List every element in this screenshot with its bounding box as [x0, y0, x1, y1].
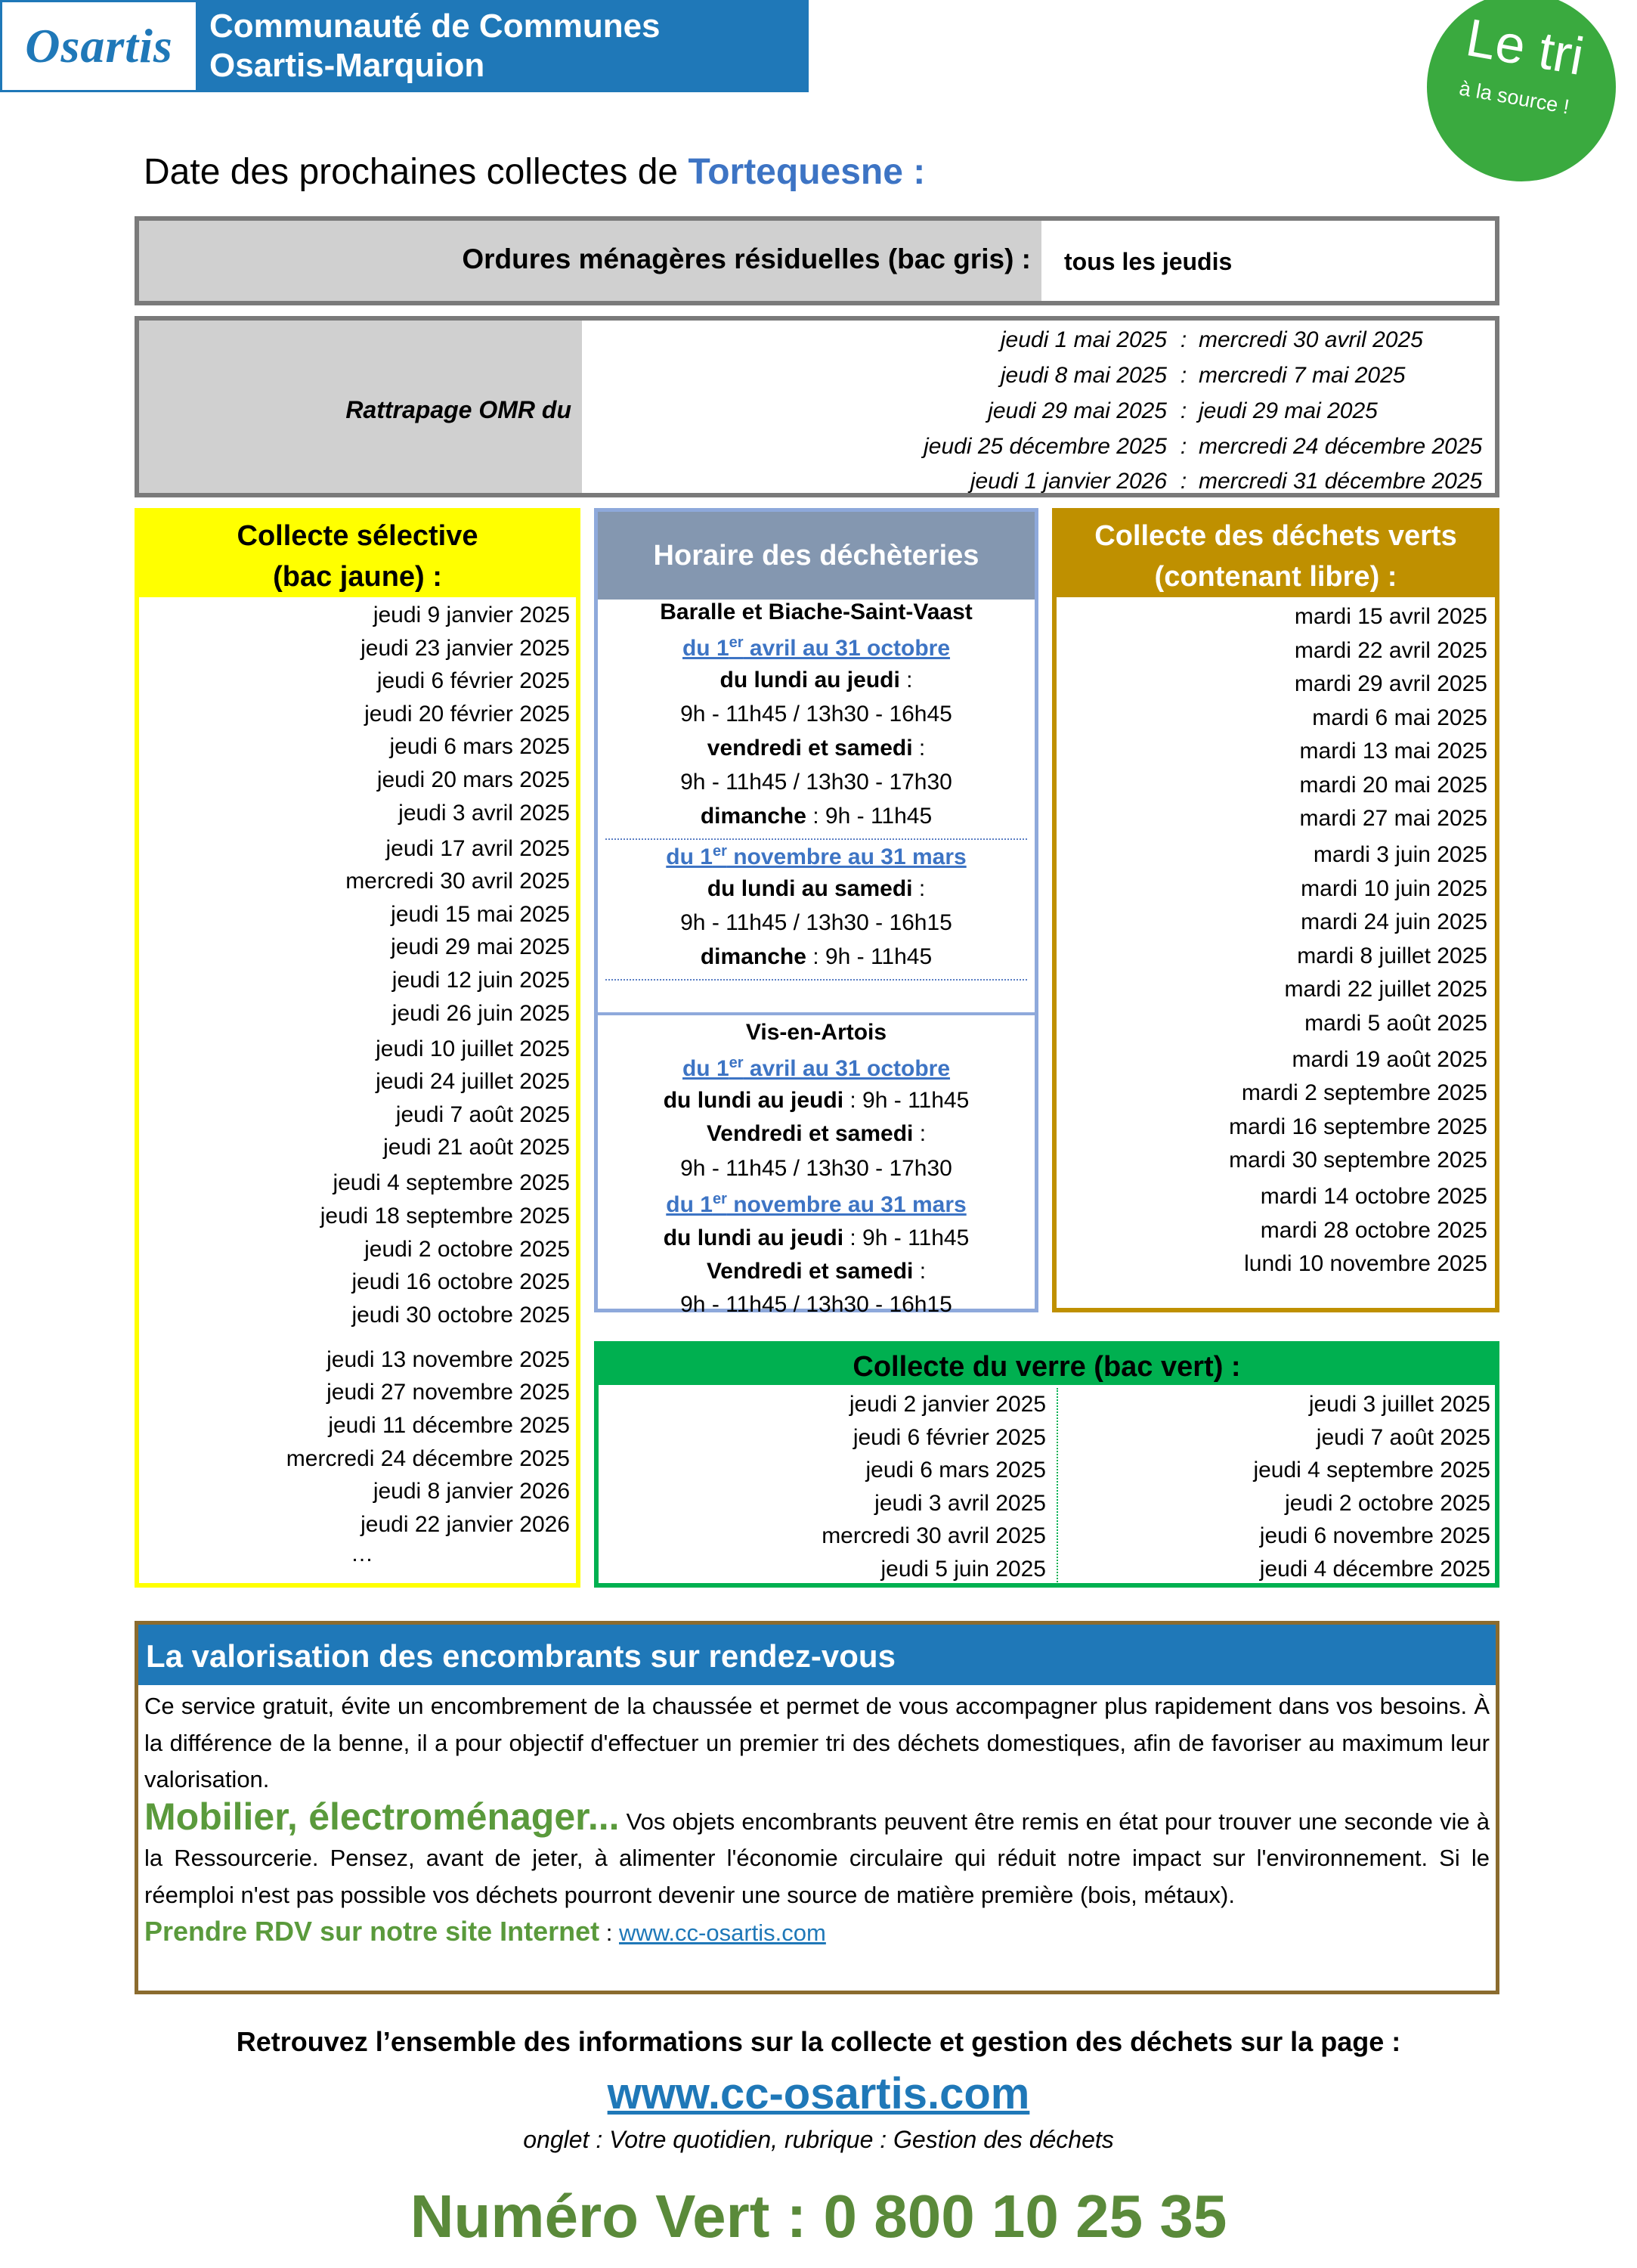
collecte-date: jeudi 13 novembre 2025 — [326, 1346, 570, 1372]
collecte-date: jeudi 26 juin 2025 — [391, 1000, 570, 1026]
verre-date: jeudi 6 mars 2025 — [865, 1458, 1046, 1483]
collecte-date: jeudi 7 août 2025 — [395, 1101, 570, 1127]
dechets-verts-date: mardi 14 octobre 2025 — [1260, 1184, 1487, 1209]
encombrants-paragraph: Ce service gratuit, évite un encombrement de la chaussée et permet de vous accompagner plus rapidement dans vos besoins. À la différence de la benne, il a pour objectif d'effectuer un premier tri des déchets domestiques, afin de favoriser au maximum leur valorisation. — [144, 1693, 1490, 1792]
dechets-verts-box — [1052, 508, 1499, 1312]
dechets-verts-date: mardi 2 septembre 2025 — [1241, 1080, 1487, 1105]
omr-label: Ordures ménagères résiduelles (bac gris) : — [462, 243, 1031, 274]
collecte-date: jeudi 4 septembre 2025 — [333, 1170, 570, 1196]
org-line-2: Osartis-Marquion — [209, 47, 485, 84]
collecte-verre-box — [594, 1341, 1499, 1588]
dechets-verts-date: mardi 19 août 2025 — [1292, 1046, 1487, 1072]
collecte-date: jeudi 15 mai 2025 — [391, 901, 570, 927]
separator — [605, 838, 1027, 840]
rattrapage-from: jeudi 25 décembre 2025 — [924, 434, 1167, 459]
footer-info: Retrouvez l’ensemble des informations sur la collecte et gestion des déchets sur la page : — [236, 2026, 1401, 2057]
org-line-1: Communauté de Communes — [209, 8, 661, 45]
encombrants-body — [144, 1688, 1490, 1952]
schedule-hours: 9h - 11h45 / 13h30 - 17h30 — [680, 1156, 952, 1181]
collecte-selective-box — [135, 508, 580, 1588]
schedule-days: Vendredi et samedi : — [706, 1121, 927, 1146]
collecte-selective-header — [139, 513, 576, 597]
collecte-date: jeudi 12 juin 2025 — [391, 968, 570, 993]
schedule-days: Vendredi et samedi : — [706, 1259, 927, 1284]
logo-text: Osartis — [25, 19, 173, 73]
rattrapage-to: mercredi 24 décembre 2025 — [1199, 434, 1483, 459]
collecte-date: jeudi 8 janvier 2026 — [373, 1479, 570, 1504]
collecte-date: jeudi 3 avril 2025 — [398, 800, 570, 826]
collecte-date: jeudi 9 janvier 2025 — [373, 603, 570, 627]
footer-website-link[interactable]: www.cc-osartis.com — [607, 2069, 1030, 2118]
collecte-date: jeudi 27 novembre 2025 — [326, 1380, 570, 1405]
town-name: Tortequesne : — [688, 152, 926, 192]
schedule-days: du lundi au jeudi : — [719, 668, 913, 692]
footer-navigation-hint: onglet : Votre quotidien, rubrique : Gestion des déchets — [523, 2126, 1114, 2153]
badge-subtitle: à la source ! — [1457, 76, 1571, 119]
rattrapage-label: Rattrapage OMR du — [345, 396, 571, 423]
schedule-days: vendredi et samedi : — [707, 736, 926, 761]
encombrants-paragraph: Mobilier, électroménager... Vos objets encombrants peuvent être remis en état pour trouver une seconde vie à la Ressourcerie. Pensez, avant de jeter, à alimenter l'économie circulaire qui réduit notre impact sur l'environnement. Si le réemploi n'est pas possible vos déchets pourront devenir une source de matière première (bois, métaux). — [144, 1795, 1490, 1908]
verre-date: jeudi 3 avril 2025 — [874, 1490, 1046, 1516]
title-prefix: Date des prochaines collectes de — [144, 152, 679, 192]
rdv-line: Prendre RDV sur notre site Internet : www.cc-osartis.com — [144, 1916, 826, 1947]
dechets-verts-date: mardi 15 avril 2025 — [1294, 604, 1487, 629]
verre-date: jeudi 3 juillet 2025 — [1308, 1392, 1490, 1417]
encombrants-header: La valorisation des encombrants sur rendez-vous — [138, 1625, 1496, 1685]
dechets-verts-date: mardi 30 septembre 2025 — [1229, 1148, 1487, 1173]
dechets-verts-date: mardi 5 août 2025 — [1304, 1010, 1487, 1036]
rdv-link[interactable]: www.cc-osartis.com — [618, 1919, 826, 1946]
site-separator — [598, 1012, 1035, 1015]
decheteries-box — [594, 508, 1038, 1317]
period-summer: du 1er avril au 31 octobre — [682, 1055, 951, 1081]
verre-date: jeudi 2 janvier 2025 — [849, 1392, 1046, 1417]
collecte-date: jeudi 17 avril 2025 — [385, 835, 570, 861]
rattrapage-colon: : — [1180, 398, 1187, 423]
rattrapage-from: jeudi 1 mai 2025 — [1000, 327, 1167, 352]
collecte-date: jeudi 6 février 2025 — [376, 668, 570, 694]
rattrapage-from: jeudi 1 janvier 2026 — [970, 469, 1167, 494]
dechets-verts-date: mardi 6 mai 2025 — [1312, 705, 1487, 730]
rattrapage-colon: : — [1180, 434, 1187, 459]
verre-date: jeudi 2 octobre 2025 — [1285, 1490, 1490, 1516]
schedule-hours: 9h - 11h45 / 13h30 - 16h45 — [680, 702, 952, 727]
collecte-date: jeudi 2 octobre 2025 — [364, 1236, 570, 1262]
collecte-date: jeudi 22 janvier 2026 — [361, 1511, 570, 1537]
collecte-date: jeudi 6 mars 2025 — [389, 734, 570, 760]
period-winter: du 1er novembre au 31 mars — [666, 1191, 967, 1217]
period-winter: du 1er novembre au 31 mars — [666, 843, 967, 869]
verre-date: mercredi 30 avril 2025 — [822, 1523, 1046, 1548]
dechets-verts-date: mardi 28 octobre 2025 — [1260, 1217, 1487, 1243]
collecte-date: jeudi 18 septembre 2025 — [320, 1204, 570, 1228]
dechets-verts-date: mardi 16 septembre 2025 — [1229, 1114, 1487, 1139]
collecte-date: jeudi 23 janvier 2025 — [361, 635, 570, 661]
collecte-date: jeudi 30 octobre 2025 — [351, 1302, 570, 1328]
schedule-sunday: dimanche : 9h - 11h45 — [700, 804, 933, 829]
schedule-days: du lundi au jeudi : 9h - 11h45 — [663, 1088, 970, 1113]
collecte-date: jeudi 20 février 2025 — [364, 701, 570, 727]
verre-date: jeudi 7 août 2025 — [1316, 1424, 1490, 1450]
rattrapage-label-cell — [139, 321, 582, 493]
numero-vert: Numéro Vert : 0 800 10 25 35 — [410, 2183, 1227, 2250]
dechets-verts-subtitle: (contenant libre) : — [1154, 561, 1397, 593]
dechets-verts-date: mardi 20 mai 2025 — [1299, 772, 1487, 798]
dechets-verts-date: mardi 29 avril 2025 — [1294, 671, 1487, 696]
encombrants-box — [135, 1621, 1499, 1994]
collecte-date: jeudi 29 mai 2025 — [391, 934, 570, 960]
decheterie-site-name: Vis-en-Artois — [745, 1020, 887, 1045]
schedule-days: du lundi au samedi : — [707, 876, 926, 901]
column-divider — [1057, 1388, 1058, 1588]
schedule-days: du lundi au jeudi : 9h - 11h45 — [663, 1225, 970, 1250]
collecte-selective-title: Collecte sélective — [237, 520, 478, 552]
decheterie-site-name: Baralle et Biache-Saint-Vaast — [660, 600, 973, 624]
dechets-verts-date: lundi 10 novembre 2025 — [1244, 1251, 1487, 1276]
rattrapage-from: jeudi 8 mai 2025 — [1000, 363, 1167, 388]
rattrapage-colon: : — [1180, 363, 1187, 388]
tri-source-badge — [1427, 0, 1616, 181]
collecte-date: jeudi 24 juillet 2025 — [376, 1069, 570, 1095]
dechets-verts-date: mardi 13 mai 2025 — [1299, 739, 1487, 764]
verre-date: jeudi 6 novembre 2025 — [1259, 1523, 1490, 1548]
rattrapage-to: mercredi 7 mai 2025 — [1199, 363, 1406, 388]
schedule-hours: 9h - 11h45 / 13h30 - 17h30 — [680, 770, 952, 795]
schedule-hours: 9h - 11h45 / 13h30 - 16h15 — [680, 1292, 952, 1317]
collecte-date: jeudi 20 mars 2025 — [376, 767, 570, 792]
dechets-verts-date: mardi 3 juin 2025 — [1313, 842, 1487, 867]
separator — [605, 979, 1027, 981]
omr-label-cell — [139, 221, 1041, 301]
verre-date: jeudi 6 février 2025 — [853, 1424, 1046, 1450]
organization-name — [196, 2, 806, 90]
collecte-date: mercredi 24 décembre 2025 — [286, 1445, 570, 1471]
rdv-label: Prendre RDV sur notre site Internet — [144, 1916, 600, 1947]
dechets-verts-date: mardi 10 juin 2025 — [1301, 875, 1487, 901]
rattrapage-to: jeudi 29 mai 2025 — [1199, 398, 1378, 423]
list-ellipsis: … — [351, 1541, 373, 1566]
verre-date: jeudi 4 septembre 2025 — [1253, 1458, 1490, 1483]
encombrants-highlight: Mobilier, électroménager... — [144, 1795, 620, 1838]
verre-date: jeudi 4 décembre 2025 — [1259, 1556, 1490, 1582]
period-summer: du 1er avril au 31 octobre — [682, 634, 951, 661]
collecte-date: jeudi 16 octobre 2025 — [351, 1269, 570, 1295]
rattrapage-from: jeudi 29 mai 2025 — [988, 398, 1167, 423]
dechets-verts-date: mardi 22 avril 2025 — [1294, 637, 1487, 663]
dechets-verts-date: mardi 24 juin 2025 — [1301, 909, 1487, 934]
dechets-verts-title: Collecte des déchets verts — [1094, 520, 1457, 552]
osartis-logo — [2, 2, 196, 90]
rattrapage-colon: : — [1180, 469, 1187, 494]
collecte-date: jeudi 11 décembre 2025 — [328, 1413, 570, 1438]
collecte-verre-header: Collecte du verre (bac vert) : — [599, 1346, 1495, 1385]
dechets-verts-date: mardi 27 mai 2025 — [1299, 806, 1487, 831]
rattrapage-to: mercredi 30 avril 2025 — [1199, 327, 1423, 352]
organization-header — [0, 0, 809, 92]
collecte-date: mercredi 30 avril 2025 — [345, 869, 570, 894]
schedule-hours: 9h - 11h45 / 13h30 - 16h15 — [680, 910, 952, 935]
rattrapage-box — [135, 316, 1499, 497]
page-title — [144, 151, 925, 193]
decheteries-header: Horaire des déchèteries — [598, 512, 1035, 600]
badge-title: Le tri — [1462, 8, 1589, 86]
schedule-sunday: dimanche : 9h - 11h45 — [700, 944, 933, 969]
collecte-date: jeudi 10 juillet 2025 — [376, 1036, 570, 1061]
rattrapage-to: mercredi 31 décembre 2025 — [1199, 469, 1483, 494]
dechets-verts-date: mardi 22 juillet 2025 — [1284, 977, 1487, 1002]
rattrapage-colon: : — [1180, 327, 1187, 352]
collecte-date: jeudi 21 août 2025 — [383, 1135, 570, 1160]
dechets-verts-date: mardi 8 juillet 2025 — [1297, 943, 1487, 968]
omr-box — [135, 216, 1499, 305]
verre-date: jeudi 5 juin 2025 — [880, 1556, 1046, 1582]
omr-value: tous les jeudis — [1064, 248, 1233, 275]
collecte-selective-subtitle: (bac jaune) : — [273, 561, 442, 593]
dechets-verts-header — [1057, 513, 1495, 597]
